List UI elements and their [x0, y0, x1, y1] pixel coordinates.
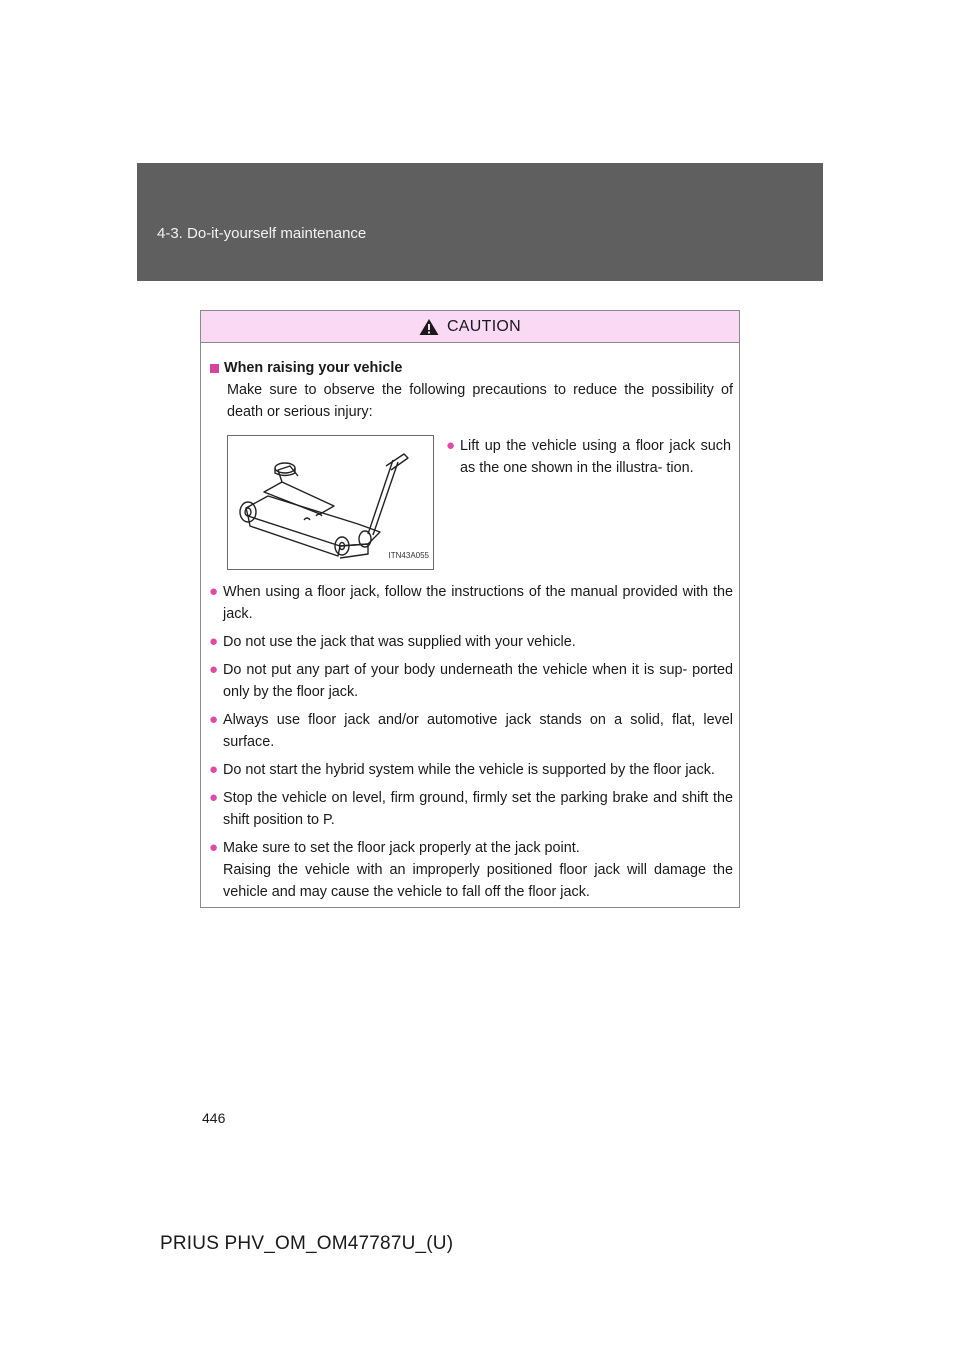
list-item: [209, 709, 733, 753]
caution-header: [201, 311, 739, 343]
subhead-text: When raising your vehicle: [224, 360, 403, 376]
round-bullet-icon: ●: [209, 789, 219, 806]
round-bullet-icon: ●: [446, 437, 456, 454]
jack-point-detail: Raising the vehicle with an improperly positioned floor jack will damage the vehicle and may cause the vehicle to fall off the floor jack.: [223, 862, 733, 900]
section-title: 4-3. Do-it-yourself maintenance: [157, 225, 367, 242]
caution-body: [201, 343, 739, 903]
caution-box: [200, 310, 740, 908]
round-bullet-icon: ●: [209, 839, 219, 856]
figure-row: [227, 435, 733, 575]
list-item-text: Stop the vehicle on level, firm ground, firmly set the parking brake and shift the shift position to P.: [223, 790, 733, 828]
warning-triangle-icon: [419, 318, 439, 336]
list-item: [209, 581, 733, 625]
list-item-text: Do not start the hybrid system while the vehicle is supported by the floor jack.: [223, 762, 715, 778]
caution-title: CAUTION: [446, 317, 522, 335]
list-item-text: Do not use the jack that was supplied with your vehicle.: [223, 634, 576, 650]
list-item-text: [223, 837, 733, 903]
floor-jack-figure: [227, 435, 434, 570]
list-item-text: Do not put any part of your body underneath the vehicle when it is sup- ported only by the floor jack.: [223, 662, 733, 700]
round-bullet-icon: ●: [209, 761, 219, 778]
round-bullet-icon: ●: [209, 661, 219, 678]
header-band: [137, 163, 823, 281]
round-bullet-icon: ●: [209, 633, 219, 650]
page-number: 446: [202, 1110, 226, 1126]
intro-text: Make sure to observe the following precautions to reduce the possibility of death or serious injury:: [227, 382, 733, 420]
list-item: [209, 631, 733, 653]
list-item: [209, 787, 733, 831]
round-bullet-icon: ●: [209, 711, 219, 728]
caution-subhead: [209, 357, 733, 379]
list-item: [209, 659, 733, 703]
jack-point-text: Make sure to set the floor jack properly at the jack point.: [223, 840, 580, 856]
square-bullet-icon: [210, 364, 219, 373]
list-item-text: When using a floor jack, follow the instructions of the manual provided with the jack.: [223, 584, 733, 622]
figure-item-text: Lift up the vehicle using a floor jack such as the one shown in the illustra- tion.: [460, 438, 731, 476]
figure-code: ITN43A055: [388, 551, 429, 560]
round-bullet-icon: ●: [209, 583, 219, 600]
figure-item: [446, 435, 733, 575]
list-item: [209, 759, 733, 781]
list-item-text: Always use floor jack and/or automotive jack stands on a solid, flat, level surface.: [223, 712, 733, 750]
document-code: PRIUS PHV_OM_OM47787U_(U): [160, 1233, 454, 1254]
list-item: [209, 837, 733, 903]
